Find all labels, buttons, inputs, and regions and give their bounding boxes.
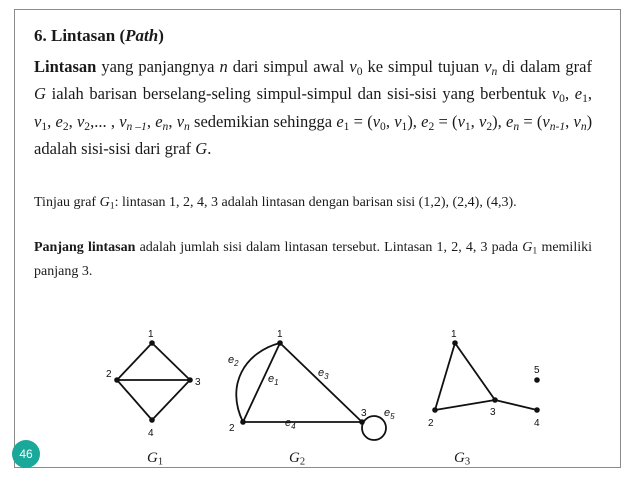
g3-label-1: 1 xyxy=(451,329,457,340)
g2-edge-label-e2: $e_2$ xyxy=(228,354,239,368)
g3-edge-1-3 xyxy=(455,343,495,400)
g3-label-2: 2 xyxy=(428,418,434,429)
g3-label-4: 4 xyxy=(534,418,540,429)
g1-edge-1-2 xyxy=(117,343,152,380)
g2-label-2: 2 xyxy=(229,423,235,434)
g2-loop-e5 xyxy=(362,416,386,440)
g2-edge-label-e4: $e_4$ xyxy=(285,417,296,431)
g2-node-2 xyxy=(240,419,246,425)
g3-edge-2-3 xyxy=(435,400,495,410)
g3-label-5: 5 xyxy=(534,365,540,376)
length-paragraph: Panjang lintasan adalah jumlah sisi dalam lintasan tersebut. Lintasan 1, 2, 4, 3 pada $G_1$ memiliki panjang 3. xyxy=(34,240,592,279)
g3-node-1 xyxy=(452,340,458,346)
g3-caption: $G_3$ xyxy=(454,450,471,468)
g1-edge-2-4 xyxy=(117,380,152,420)
slide-heading: 6. Lintasan (Path) xyxy=(34,26,164,45)
g1-node-3 xyxy=(187,377,193,383)
g3-label-3: 3 xyxy=(490,407,496,418)
g1-label-3: 3 xyxy=(195,377,201,388)
g3-node-5 xyxy=(534,377,540,383)
g1-label-1: 1 xyxy=(148,329,154,340)
g1-edge-1-3 xyxy=(152,343,190,380)
g2-node-3 xyxy=(359,419,365,425)
path-definition: Lintasan yang panjangnya n dari simpul awal $v_0$ ke simpul tujuan $v_n$ di dalam graf G ialah barisan berselang-seling simpul-simpul dan sisi-sisi yang berbentuk $v_0$, $e_1$, $v_1$, $e_2$, $v_2$,... , $v_{n -1}$, $e_n$, $v_n$ sedemikian sehingga $e_1 = (v_0$, $v_1$), $e_2 = (v_1$, $v_2$), $e_n = (v_{n-1}$, $v_n$) adalah sisi-sisi dari graf G. xyxy=(34,57,593,159)
g1-node-2 xyxy=(114,377,120,383)
g2-node-1 xyxy=(277,340,283,346)
page-number-badge: 46 xyxy=(12,440,40,468)
g1-label-4: 4 xyxy=(148,428,154,439)
g2-edge-label-e5: $e_5$ xyxy=(384,407,395,421)
g1-edge-3-4 xyxy=(152,380,190,420)
g3-node-2 xyxy=(432,407,438,413)
g3-edge-1-2 xyxy=(435,343,455,410)
g2-edge-label-e3: $e_3$ xyxy=(318,367,329,381)
g1-label-2: 2 xyxy=(106,369,112,380)
g2-label-1: 1 xyxy=(277,329,283,340)
g3-edge-3-4 xyxy=(495,400,537,410)
g1-caption: $G_1$ xyxy=(147,450,164,468)
example-paragraph: Tinjau graf $G_1$: lintasan 1, 2, 4, 3 adalah lintasan dengan barisan sisi (1,2), (2,4), (4,3). xyxy=(34,194,517,212)
g2-edge-label-e1: $e_1$ xyxy=(268,373,279,387)
g1-node-1 xyxy=(149,340,155,346)
g2-caption: $G_2$ xyxy=(289,450,306,468)
g2-label-3: 3 xyxy=(361,408,367,419)
g1-node-4 xyxy=(149,417,155,423)
g3-node-3 xyxy=(492,397,498,403)
g3-node-4 xyxy=(534,407,540,413)
g2-edge-e3 xyxy=(280,343,362,422)
